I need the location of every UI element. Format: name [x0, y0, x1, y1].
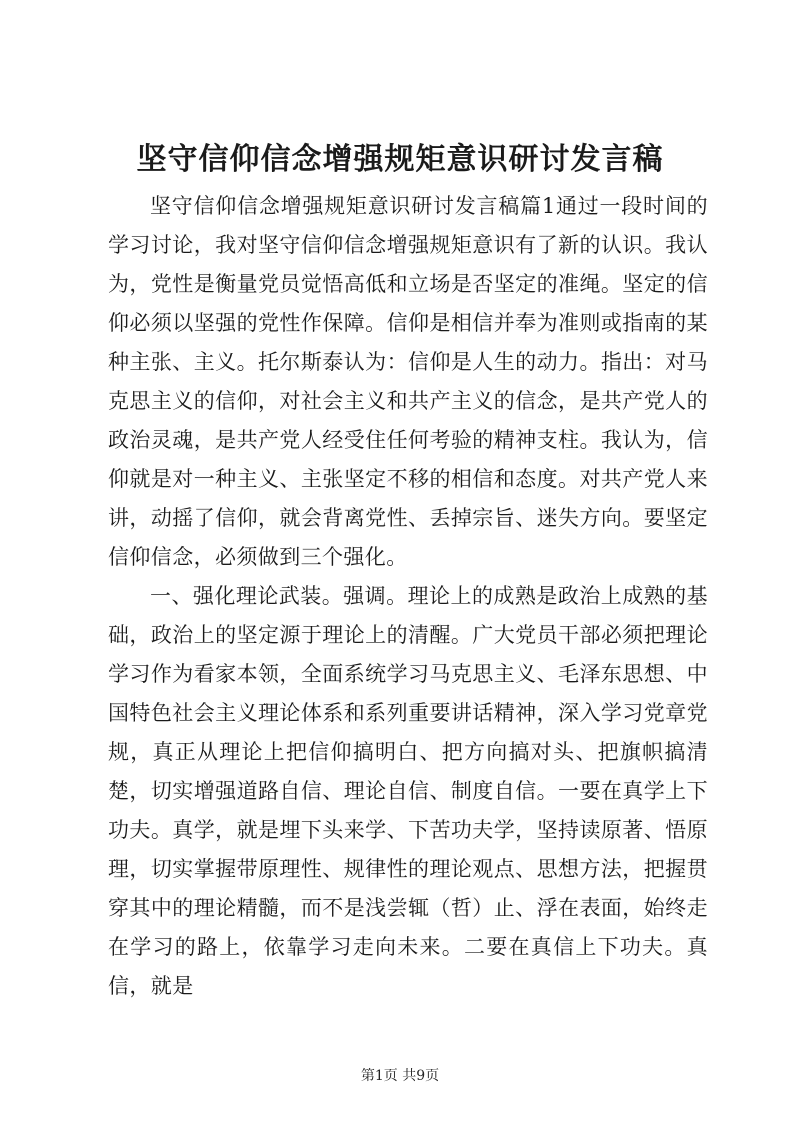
- document-title: 坚守信仰信念增强规矩意识研讨发言稿: [136, 142, 664, 177]
- document-body: [108, 187, 708, 1006]
- page-footer: 第1页 共9页: [360, 1068, 440, 1084]
- paragraph-intro: 坚守信仰信念增强规矩意识研讨发言稿篇1通过一段时间的学习讨论，我对坚守信仰信念增强规矩意识有了新的认识。我认为，党性是衡量党员觉悟高低和立场是否坚定的准绳。坚定的信仰必须以坚强的党性作保障。信仰是相信并奉为准则或指南的某种主张、主义。托尔斯泰认为：信仰是人生的动力。指出：对马克思主义的信仰，对社会主义和共产主义的信念，是共产党人的政治灵魂，是共产党人经受住任何考验的精神支柱。我认为，信仰就是对一种主义、主张坚定不移的相信和态度。对共产党人来讲，动摇了信仰，就会背离党性、丢掉宗旨、迷失方向。要坚定信仰信念，必须做到三个强化。: [108, 194, 708, 569]
- paragraph-section-one: 一、强化理论武装。强调。理论上的成熟是政治上成熟的基础，政治上的坚定源于理论上的清醒。广大党员干部必须把理论学习作为看家本领，全面系统学习马克思主义、毛泽东思想、中国特色社会主义理论体系和系列重要讲话精神，深入学习党章党规，真正从理论上把信仰搞明白、把方向搞对头、把旗帜搞清楚，切实增强道路自信、理论自信、制度自信。一要在真学上下功夫。真学，就是埋下头来学、下苦功夫学，坚持读原著、悟原理，切实掌握带原理性、规律性的理论观点、思想方法，把握贯穿其中的理论精髓，而不是浅尝辄（哲）止、浮在表面，始终走在学习的路上，依靠学习走向未来。二要在真信上下功夫。真信，就是: [108, 584, 708, 998]
